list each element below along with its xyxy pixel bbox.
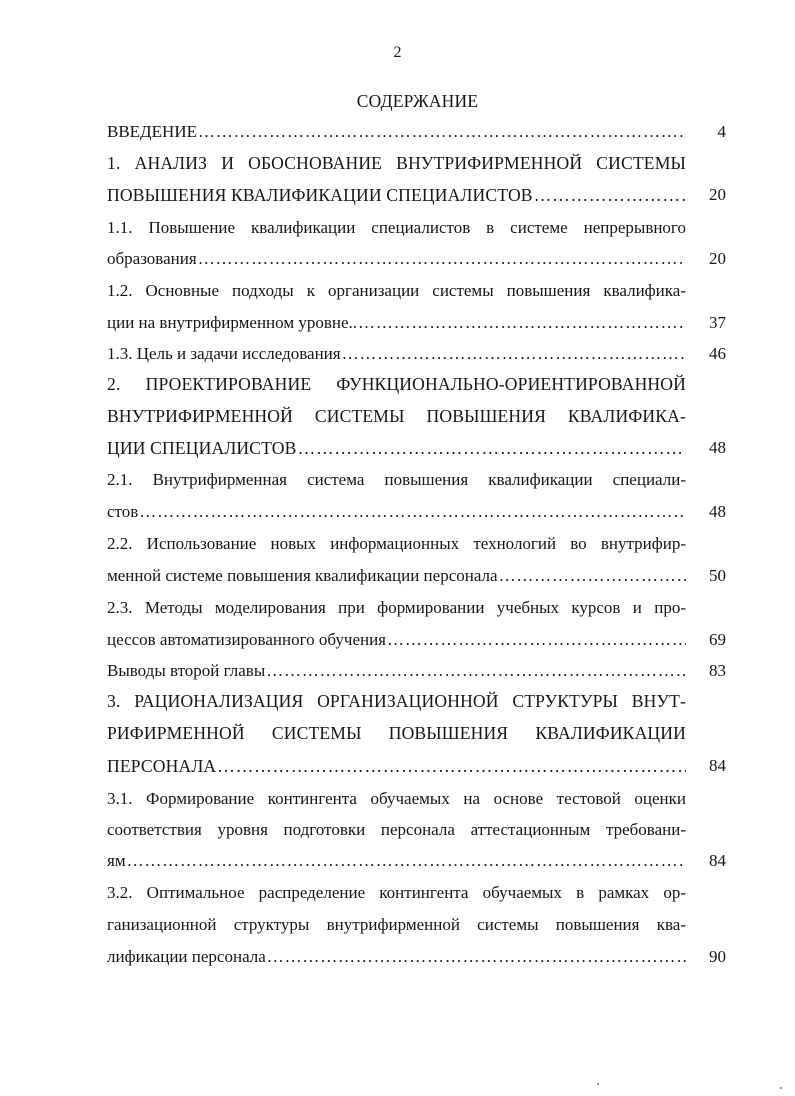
toc-section-2-2-line-1[interactable]: 2.2. Использование новых информационных технологий во внутрифир-	[107, 534, 686, 553]
toc-entry-text: ЦИИ СПЕЦИАЛИСТОВ	[107, 438, 297, 458]
toc-leader-dots	[387, 628, 686, 652]
toc-chapter-2-conclusions[interactable]	[107, 659, 686, 683]
scan-speck	[597, 1083, 599, 1085]
toc-leader-dots	[127, 849, 686, 873]
toc-chapter-3-line-2[interactable]: РИФИРМЕННОЙ СИСТЕМЫ ПОВЫШЕНИЯ КВАЛИФИКАЦИИ	[107, 723, 686, 743]
toc-page-number: 4	[717, 122, 726, 141]
toc-section-3-2-line-1[interactable]: 3.2. Оптимальное распределение контингента обучаемых в рамках ор-	[107, 883, 686, 902]
toc-leader-dots	[198, 120, 686, 144]
toc-leader-dots	[266, 659, 686, 683]
toc-page-number: 20	[709, 249, 726, 268]
page-number: 2	[393, 44, 402, 61]
toc-leader-dots	[217, 754, 686, 778]
toc-chapter-3[interactable]	[107, 754, 686, 778]
toc-section-3-1[interactable]	[107, 849, 686, 873]
toc-section-2-2[interactable]	[107, 564, 686, 588]
toc-chapter-1-line-1[interactable]: 1. АНАЛИЗ И ОБОСНОВАНИЕ ВНУТРИФИРМЕННОЙ СИСТЕМЫ	[107, 153, 686, 173]
toc-entry-text: ВВЕДЕНИЕ	[107, 122, 197, 141]
scan-speck	[780, 1087, 782, 1089]
toc-leader-dots	[358, 311, 686, 335]
toc-entry-text: лификации персонала	[107, 947, 266, 966]
toc-chapter-2-line-2[interactable]: ВНУТРИФИРМЕННОЙ СИСТЕМЫ ПОВЫШЕНИЯ КВАЛИФИКА-	[107, 406, 686, 426]
toc-section-1-1[interactable]	[107, 247, 686, 271]
toc-entry-text: ции на внутрифирменном уровне..	[107, 313, 358, 332]
toc-section-1-3[interactable]	[107, 342, 686, 366]
toc-section-3-1-line-2[interactable]: соответствия уровня подготовки персонала аттестационным требовани-	[107, 820, 686, 839]
toc-entry-text: образования	[107, 249, 197, 268]
toc-page-number: 48	[709, 502, 726, 521]
toc-leader-dots	[298, 436, 686, 460]
toc-chapter-2-line-1[interactable]: 2. ПРОЕКТИРОВАНИЕ ФУНКЦИОНАЛЬНО-ОРИЕНТИРОВАННОЙ	[107, 374, 686, 394]
toc-section-2-1[interactable]	[107, 500, 686, 524]
toc-page-number: 50	[709, 566, 726, 585]
toc-page-number: 48	[709, 438, 726, 457]
toc-title: СОДЕРЖАНИЕ	[356, 91, 479, 111]
toc-entry-text: ПЕРСОНАЛА	[107, 756, 217, 776]
toc-entry-text: 1.3. Цель и задачи исследования	[107, 344, 341, 363]
toc-section-2-3[interactable]	[107, 628, 686, 652]
toc-entry-text: ям	[107, 851, 126, 870]
toc-chapter-2[interactable]	[107, 436, 686, 460]
toc-section-3-2-line-2[interactable]: ганизационной структуры внутрифирменной системы повышения ква-	[107, 915, 686, 934]
toc-page-number: 37	[709, 313, 726, 332]
toc-section-3-1-line-1[interactable]: 3.1. Формирование контингента обучаемых на основе тестовой оценки	[107, 789, 686, 808]
toc-entry-text: цессов автоматизированного обучения	[107, 630, 387, 649]
toc-entry-text: ПОВЫШЕНИЯ КВАЛИФИКАЦИИ СПЕЦИАЛИСТОВ	[107, 185, 533, 205]
toc-leader-dots	[534, 183, 686, 207]
toc-entry-introduction[interactable]	[107, 120, 686, 144]
toc-page-number: 84	[709, 851, 726, 870]
toc-page-number: 83	[709, 661, 726, 680]
toc-section-2-1-line-1[interactable]: 2.1. Внутрифирменная система повышения квалификации специали-	[107, 470, 686, 489]
toc-page-number: 69	[709, 630, 726, 649]
toc-page-number: 20	[709, 185, 726, 204]
toc-entry-text: стов	[107, 502, 139, 521]
toc-leader-dots	[139, 500, 686, 524]
toc-leader-dots	[342, 342, 686, 366]
toc-leader-dots	[267, 945, 686, 969]
toc-leader-dots	[198, 247, 686, 271]
toc-section-1-2[interactable]	[107, 311, 686, 335]
toc-section-1-1-line-1[interactable]: 1.1. Повышение квалификации специалистов в системе непрерывного	[107, 218, 686, 237]
toc-page-number: 46	[709, 344, 726, 363]
toc-chapter-3-line-1[interactable]: 3. РАЦИОНАЛИЗАЦИЯ ОРГАНИЗАЦИОННОЙ СТРУКТУРЫ ВНУТ-	[107, 691, 686, 711]
toc-section-3-2[interactable]	[107, 945, 686, 969]
toc-page-number: 84	[709, 756, 726, 775]
toc-leader-dots	[499, 564, 686, 588]
toc-page-number: 90	[709, 947, 726, 966]
toc-entry-text: Выводы второй главы	[107, 661, 266, 680]
toc-entry-text: менной системе повышения квалификации персонала	[107, 566, 498, 585]
toc-section-2-3-line-1[interactable]: 2.3. Методы моделирования при формировании учебных курсов и про-	[107, 598, 686, 617]
toc-section-1-2-line-1[interactable]: 1.2. Основные подходы к организации системы повышения квалифика-	[107, 281, 686, 300]
toc-chapter-1[interactable]	[107, 183, 686, 207]
